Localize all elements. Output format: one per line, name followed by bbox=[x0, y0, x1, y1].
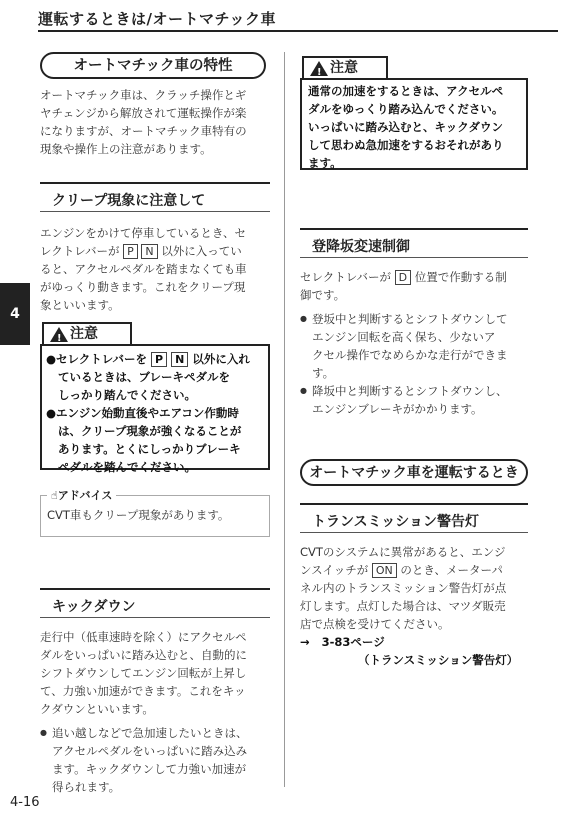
section-header-text: クリープ現象に注意して bbox=[52, 193, 206, 209]
advice-box bbox=[40, 489, 270, 537]
section-header-text: キックダウン bbox=[52, 599, 136, 615]
page-title: 運転するときは/オートマチック車 bbox=[38, 10, 277, 28]
caution-label bbox=[42, 322, 132, 346]
key-on: ON bbox=[372, 563, 397, 578]
text-line bbox=[46, 350, 268, 368]
section-header-transmission-warning bbox=[300, 503, 528, 533]
text-line: ● 降坂中と判断するとシフトダウンし、 bbox=[312, 384, 508, 398]
text-line: ます。 bbox=[308, 156, 342, 170]
text-line: 通常の加速をするときは、アクセルペ bbox=[308, 84, 504, 98]
caution-box bbox=[40, 344, 270, 474]
text-line: 現象や操作上の注意があります。 bbox=[40, 142, 212, 156]
text-fragment: 位置で作動する制 bbox=[414, 270, 507, 284]
key-p: P bbox=[123, 244, 138, 259]
caution-text: 注意 bbox=[70, 326, 98, 342]
section-header-kickdown bbox=[40, 588, 270, 618]
text-line bbox=[300, 268, 536, 286]
s4-body bbox=[300, 268, 536, 418]
text-line: エンジンブレーキがかかります。 bbox=[312, 402, 483, 416]
text-line: シフトダウンしてエンジン回転が上昇し bbox=[40, 666, 247, 680]
text-line: 灯します。点灯した場合は、マツダ販売 bbox=[300, 599, 506, 613]
text-line: ヤチェンジから解放されて運転操作が楽 bbox=[40, 106, 247, 120]
text-line: ると、アクセルペダルを踏まなくても車 bbox=[40, 262, 247, 276]
text-line: ます。キックダウンして力強い加速が bbox=[52, 762, 247, 776]
text-line: ダルをゆっくり踏み込んでください。 bbox=[308, 102, 504, 116]
section-header-hill-control bbox=[300, 228, 528, 258]
text-line: ● 追い越しなどで急加速したいときは、 bbox=[52, 726, 248, 740]
section-title-driving-automatic: オートマチック車を運転するとき bbox=[300, 459, 528, 486]
text-line: いっぱいに踏み込むと、キックダウン bbox=[308, 120, 504, 134]
section-header-text: トランスミッション警告灯 bbox=[312, 514, 480, 530]
text-fragment: レクトレバーが bbox=[40, 244, 120, 258]
key-d: D bbox=[395, 270, 411, 285]
column-divider bbox=[284, 52, 285, 787]
caution-box bbox=[300, 78, 528, 170]
text-line: アクセルペダルをいっぱいに踏み込み bbox=[52, 744, 248, 758]
text-line: 御です。 bbox=[300, 288, 346, 302]
text-line: エンジン回転を高く保ち、少ないア bbox=[312, 330, 496, 344]
text-line bbox=[40, 242, 276, 260]
s6-body bbox=[300, 543, 536, 669]
text-line: クダウンといいます。 bbox=[40, 702, 154, 716]
text-line: エンジンをかけて停車しているとき、セ bbox=[40, 226, 246, 240]
chapter-tab: 4 bbox=[0, 283, 30, 345]
text-fragment: 以外に入ってい bbox=[161, 244, 242, 258]
advice-header bbox=[47, 487, 116, 503]
text-line: ネル内のトランスミッション警告灯が点 bbox=[300, 581, 507, 595]
text-line: オートマチック車は、クラッチ操作とギ bbox=[40, 88, 247, 102]
caution-text: 注意 bbox=[330, 60, 358, 76]
warning-triangle-icon bbox=[50, 327, 68, 342]
s2-body bbox=[40, 224, 276, 314]
text-fragment: ンスイッチが bbox=[300, 563, 369, 577]
page-reference[interactable] bbox=[300, 633, 536, 651]
bullet-item bbox=[300, 310, 536, 382]
advice-hand-icon: ☝ bbox=[51, 489, 58, 502]
text-line: あります。とくにしっかりブレーキ bbox=[58, 442, 241, 456]
reference-name: （トランスミッション警告灯） bbox=[358, 653, 519, 667]
advice-label: アドバイス bbox=[57, 489, 113, 502]
arrow-icon: → bbox=[300, 635, 310, 649]
s3-body bbox=[40, 628, 276, 796]
key-n: N bbox=[171, 352, 188, 367]
text-fragment: ●セレクトレバーを bbox=[46, 352, 147, 366]
text-line: ● 登坂中と判断するとシフトダウンして bbox=[312, 312, 508, 326]
text-line: す。 bbox=[312, 366, 335, 380]
text-line: がゆっくり動きます。これをクリープ現 bbox=[40, 280, 246, 294]
text-line: は、クリープ現象が強くなることが bbox=[58, 424, 242, 438]
text-line: ペダルを踏んでください。 bbox=[58, 460, 196, 474]
text-line bbox=[300, 561, 536, 579]
bullet-item bbox=[300, 382, 536, 418]
section-title-automatic-characteristics: オートマチック車の特性 bbox=[40, 52, 266, 79]
key-p: P bbox=[151, 352, 167, 367]
text-fragment: のとき、メーターパ bbox=[400, 563, 503, 577]
reference-page: 3-83ページ bbox=[321, 635, 385, 649]
text-line: になりますが、オートマチック車特有の bbox=[40, 124, 247, 138]
page-number: 4-16 bbox=[10, 795, 40, 810]
section-header-text: 登降坂変速制御 bbox=[312, 239, 410, 255]
warning-triangle-icon bbox=[310, 61, 328, 76]
text-line: 店で点検を受けてください。 bbox=[300, 617, 450, 631]
text-line: ダルをいっぱいに踏み込むと、自動的に bbox=[40, 648, 247, 662]
text-fragment: 以外に入れ bbox=[192, 352, 250, 366]
title-rule bbox=[38, 30, 558, 32]
s1-body bbox=[40, 86, 276, 158]
text-line: CVTのシステムに異常があると、エンジ bbox=[300, 545, 506, 559]
text-line: 得られます。 bbox=[52, 780, 121, 794]
text-line: して思わぬ急加速をするおそれがあり bbox=[308, 138, 504, 152]
text-line: 象といいます。 bbox=[40, 298, 120, 312]
key-n: N bbox=[141, 244, 157, 259]
advice-text: CVT車もクリープ現象があります。 bbox=[47, 508, 230, 522]
bullet-item bbox=[40, 724, 276, 796]
section-header-creep bbox=[40, 182, 270, 212]
text-line: しっかり踏んでください。 bbox=[58, 388, 196, 402]
text-fragment: セレクトレバーが bbox=[300, 270, 391, 284]
caution-label bbox=[302, 56, 388, 80]
text-line: ているときは、ブレーキペダルを bbox=[58, 370, 231, 384]
text-line: 走行中（低車速時を除く）にアクセルペ bbox=[40, 630, 247, 644]
text-line: クセル操作でなめらかな走行ができま bbox=[312, 348, 508, 362]
text-line: ●エンジン始動直後やエアコン作動時 bbox=[46, 406, 239, 420]
text-line: て、力強い加速ができます。これをキッ bbox=[40, 684, 246, 698]
